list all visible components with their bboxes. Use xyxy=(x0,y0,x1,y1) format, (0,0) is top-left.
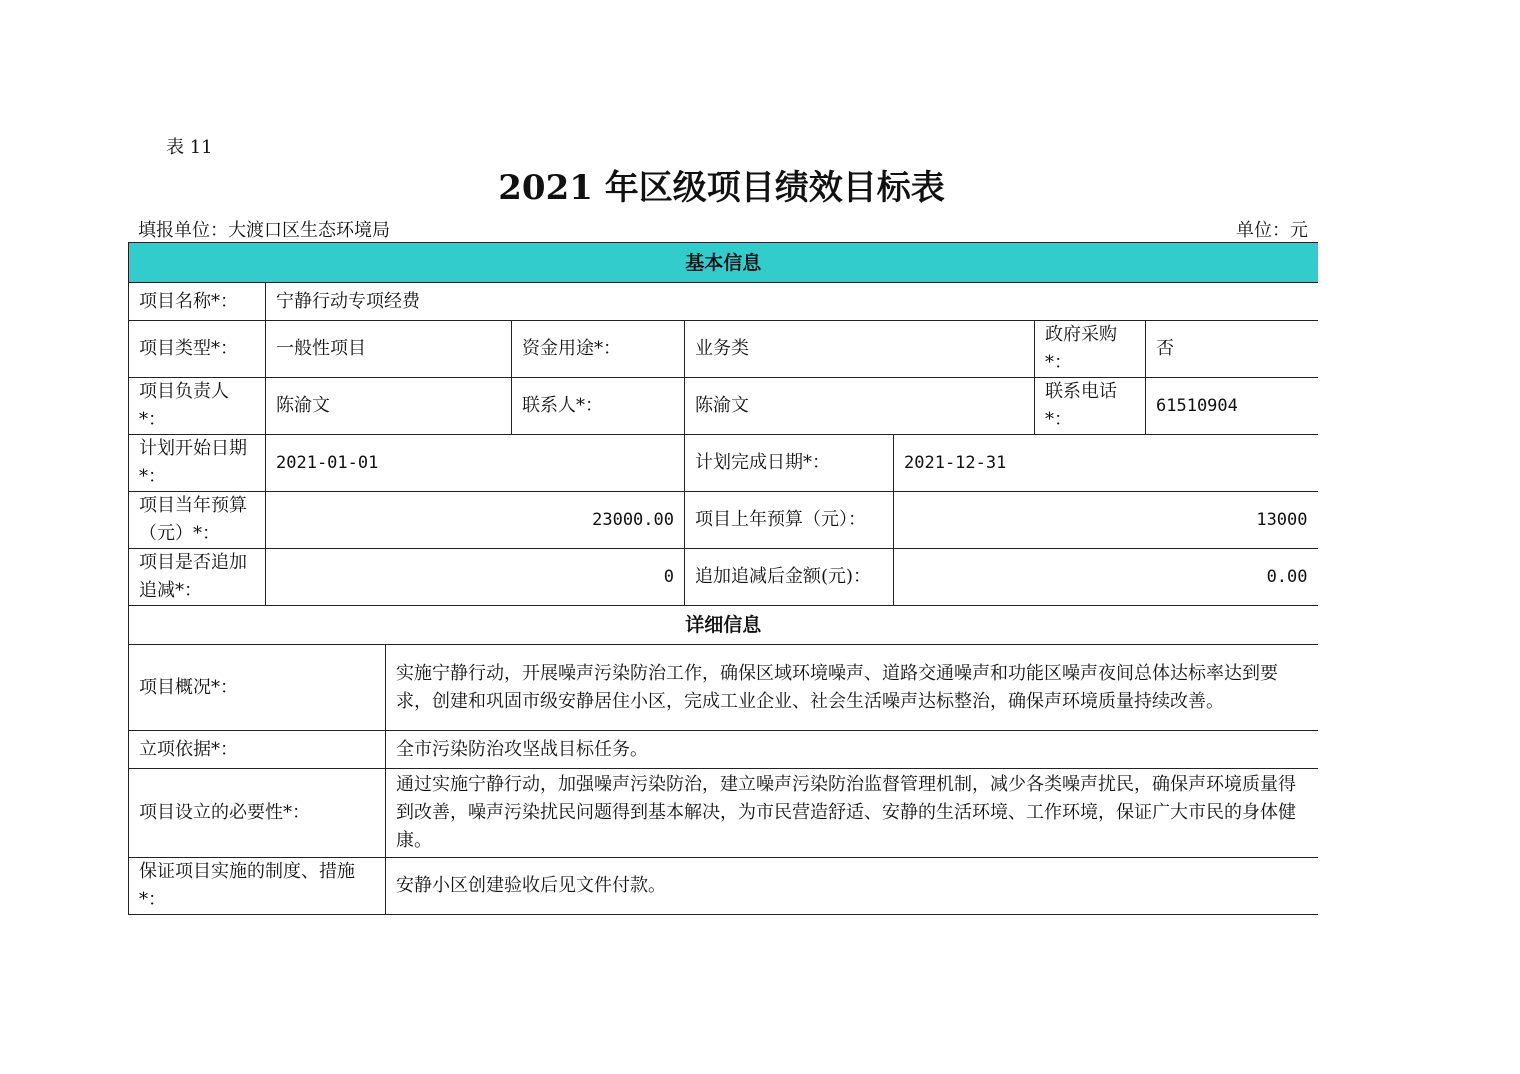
overview-row xyxy=(129,645,1318,731)
phone-label: 联系电话*： xyxy=(1035,378,1146,435)
basis-label: 立项依据*： xyxy=(129,731,386,769)
measures-label: 保证项目实施的制度、措施*： xyxy=(129,858,386,915)
budget-label: 项目当年预算（元）*： xyxy=(129,492,266,549)
manager-value: 陈渝文 xyxy=(266,378,512,435)
schedule-row xyxy=(129,435,1318,492)
necessity-label: 项目设立的必要性*： xyxy=(129,769,386,858)
necessity-row xyxy=(129,769,1318,858)
adjust-label: 项目是否追加追减*： xyxy=(129,549,266,606)
manager-row xyxy=(129,378,1318,435)
adjust-value: 0 xyxy=(266,549,685,606)
budget-value: 23000.00 xyxy=(266,492,685,549)
basic-info-header: 基本信息 xyxy=(129,243,1318,283)
adjusted-amount-value: 0.00 xyxy=(894,549,1318,606)
basic-info-header-row xyxy=(129,243,1318,283)
project-name-row xyxy=(129,283,1318,321)
start-date-value: 2021-01-01 xyxy=(266,435,685,492)
gov-purchase-value: 否 xyxy=(1146,321,1318,378)
necessity-value: 通过实施宁静行动，加强噪声污染防治，建立噪声污染防治监督管理机制，减少各类噪声扰民，确保声环境质量得到改善，噪声污染扰民问题得到基本解决，为市民营造舒适、安静的生活环境、工作环境，保证广大市民的身体健康。 xyxy=(386,769,1318,858)
end-date-label: 计划完成日期*： xyxy=(685,435,894,492)
manager-label: 项目负责人*： xyxy=(129,378,266,435)
phone-value: 61510904 xyxy=(1146,378,1318,435)
measures-value: 安静小区创建验收后见文件付款。 xyxy=(386,858,1318,915)
performance-target-table xyxy=(128,242,1318,915)
overview-value: 实施宁静行动，开展噪声污染防治工作，确保区域环境噪声、道路交通噪声和功能区噪声夜间总体达标率达到要求，创建和巩固市级安静居住小区，完成工业企业、社会生活噪声达标整治，确保声环境质量持续改善。 xyxy=(386,645,1318,731)
gov-purchase-label: 政府采购*： xyxy=(1035,321,1146,378)
detail-info-header-row xyxy=(129,606,1318,645)
detail-info-header: 详细信息 xyxy=(129,606,1318,645)
end-date-value: 2021-12-31 xyxy=(894,435,1318,492)
project-type-label: 项目类型*： xyxy=(129,321,266,378)
project-name-label: 项目名称*： xyxy=(129,283,266,321)
budget-row xyxy=(129,492,1318,549)
basis-row xyxy=(129,731,1318,769)
currency-unit: 单位：元 xyxy=(1236,220,1308,241)
last-budget-label: 项目上年预算（元）： xyxy=(685,492,894,549)
contact-label: 联系人*： xyxy=(512,378,685,435)
last-budget-value: 13000 xyxy=(894,492,1318,549)
measures-row xyxy=(129,858,1318,915)
basis-value: 全市污染防治攻坚战目标任务。 xyxy=(386,731,1318,769)
document-title: 2021 年区级项目绩效目标表 xyxy=(498,168,945,208)
contact-value: 陈渝文 xyxy=(685,378,1035,435)
filing-unit: 填报单位：大渡口区生态环境局 xyxy=(138,220,390,241)
project-type-value: 一般性项目 xyxy=(266,321,512,378)
adjusted-amount-label: 追加追减后金额(元)： xyxy=(685,549,894,606)
project-name-value: 宁静行动专项经费 xyxy=(266,283,1318,321)
fund-use-value: 业务类 xyxy=(685,321,1035,378)
start-date-label: 计划开始日期*： xyxy=(129,435,266,492)
adjust-row xyxy=(129,549,1318,606)
overview-label: 项目概况*： xyxy=(129,645,386,731)
fund-use-label: 资金用途*： xyxy=(512,321,685,378)
table-number-label: 表 11 xyxy=(166,137,213,158)
project-type-row xyxy=(129,321,1318,378)
